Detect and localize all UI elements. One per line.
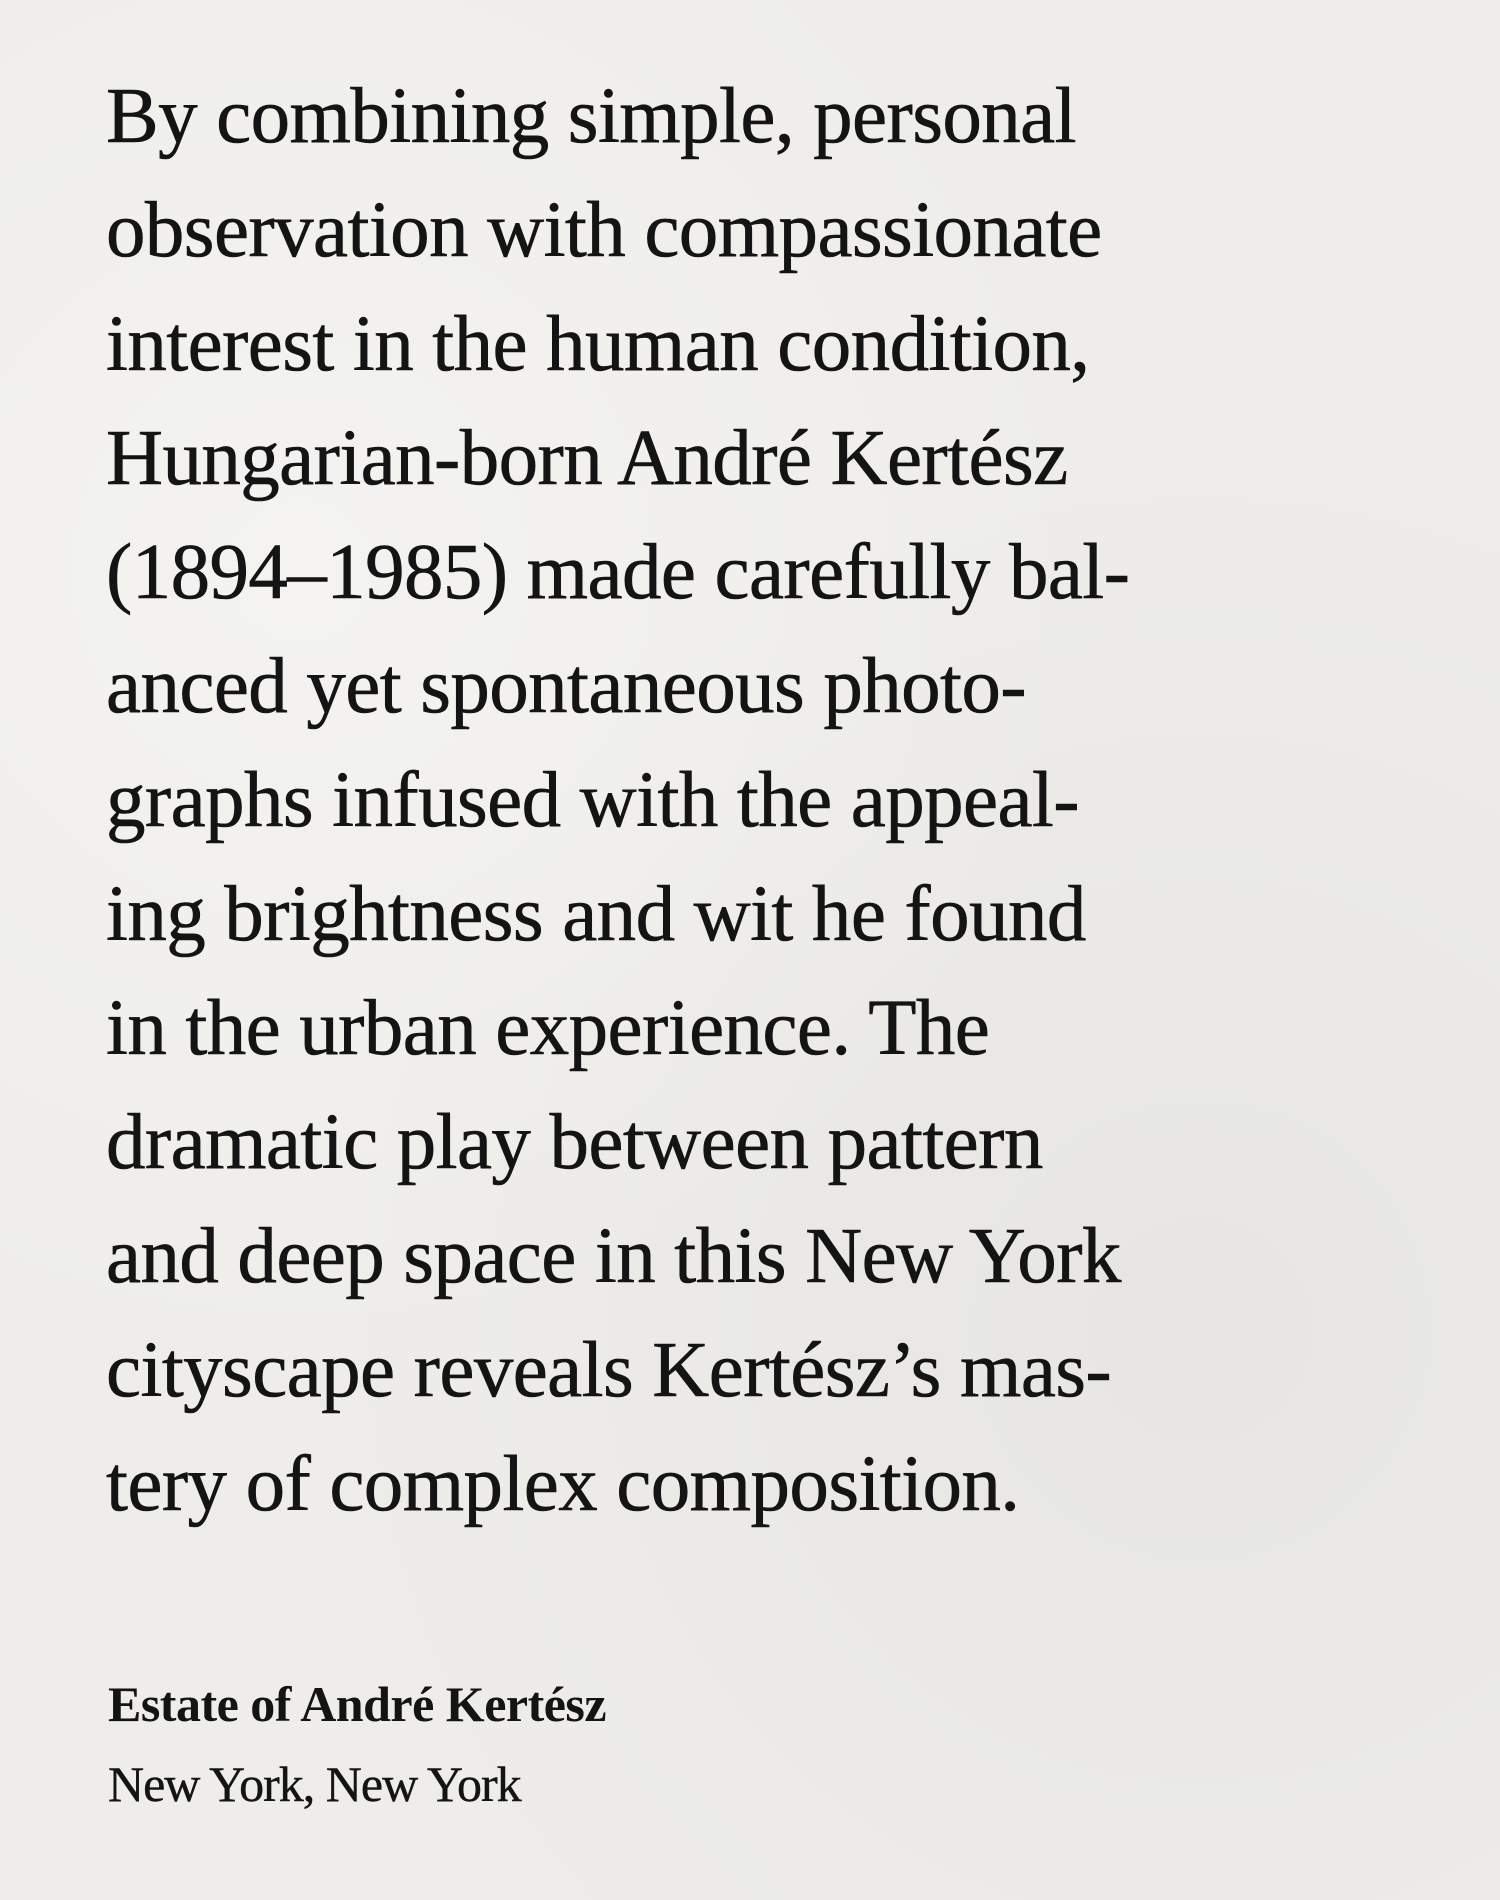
caption-line: anced yet spontaneous photo- (106, 643, 1026, 730)
caption-line: By combining simple, personal (106, 73, 1076, 160)
caption-line: dramatic play between pattern (106, 1099, 1043, 1186)
caption-line: Hungarian-born André Kertész (106, 415, 1068, 502)
caption-line: ing brightness and wit he found (106, 871, 1086, 958)
caption-line: graphs infused with the appeal- (106, 757, 1079, 844)
caption-line: tery of complex composition. (106, 1441, 1020, 1528)
caption-line: interest in the human condition, (106, 301, 1090, 388)
caption-line: in the urban experience. The (106, 985, 990, 1072)
caption-line: and deep space in this New York (106, 1213, 1121, 1300)
credit-location: New York, New York (108, 1756, 521, 1812)
caption-line: observation with compassionate (106, 187, 1102, 274)
caption-line: (1894–1985) made carefully bal- (106, 529, 1130, 616)
credit-line (108, 1664, 1308, 1824)
caption-line: cityscape reveals Kertész’s mas- (106, 1327, 1112, 1414)
caption-text (106, 60, 1436, 1542)
credit-name: Estate of André Kertész (108, 1676, 607, 1732)
